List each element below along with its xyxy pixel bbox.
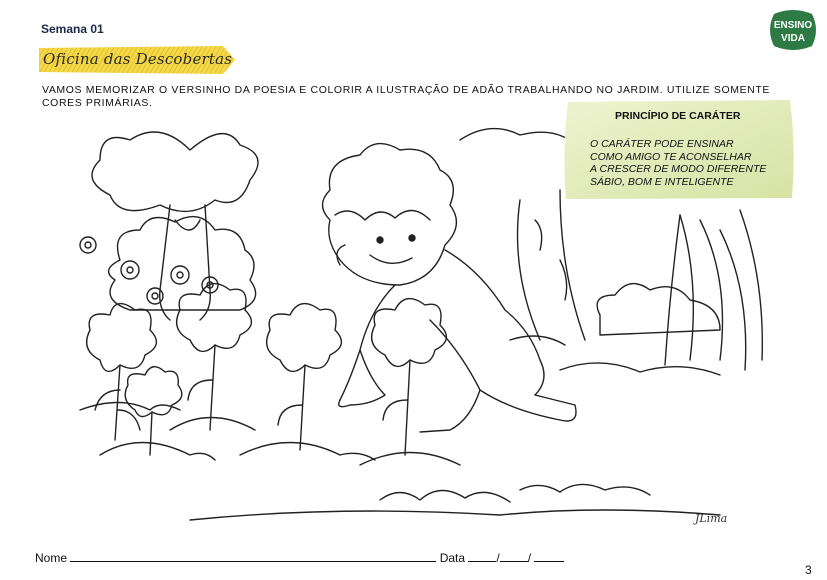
principle-card-poem: [590, 138, 766, 188]
logo-text-bottom: VIDA: [781, 33, 805, 44]
footer-fields: [35, 550, 564, 565]
flower-row: [87, 284, 447, 455]
poem-line: SÁBIO, BOM E INTELIGENTE: [590, 175, 734, 188]
boy-figure: [323, 144, 577, 432]
date-day-field[interactable]: [468, 550, 496, 562]
name-label: Nome: [35, 551, 68, 565]
ground-mounds: [80, 336, 720, 520]
poem-line: A CRESCER DE MODO DIFERENTE: [590, 163, 767, 175]
instructions-text: VAMOS MEMORIZAR O VERSINHO DA POESIA E COLORIR A ILUSTRAÇÃO DE ADÃO TRABALHANDO NO JARDIM. UTILIZE SOMENTE CORES PRIMÁRIAS.: [42, 84, 770, 109]
artist-signature: JLima: [695, 512, 728, 525]
date-separator: /: [527, 551, 532, 565]
bush-left: [80, 217, 256, 310]
tree-left: [92, 132, 258, 320]
name-field[interactable]: [70, 550, 436, 562]
date-month-field[interactable]: [500, 550, 528, 562]
poem-line: O CARÁTER PODE ENSINAR: [590, 138, 734, 150]
page-number: 3: [805, 563, 812, 577]
ensino-vida-logo: [768, 8, 818, 52]
week-label: Semana 01: [41, 22, 104, 36]
bush-right: [597, 210, 762, 370]
date-separator: /: [496, 551, 500, 565]
poem-line: COMO AMIGO TE ACONSELHAR: [590, 150, 752, 163]
date-label: Data: [439, 551, 466, 565]
logo-text-top: ENSINO: [773, 20, 813, 31]
section-banner-title: Oficina das Descobertas: [43, 50, 233, 68]
date-year-field[interactable]: [534, 550, 564, 562]
principle-card-title: PRINCÍPIO DE CARÁTER: [615, 110, 741, 122]
